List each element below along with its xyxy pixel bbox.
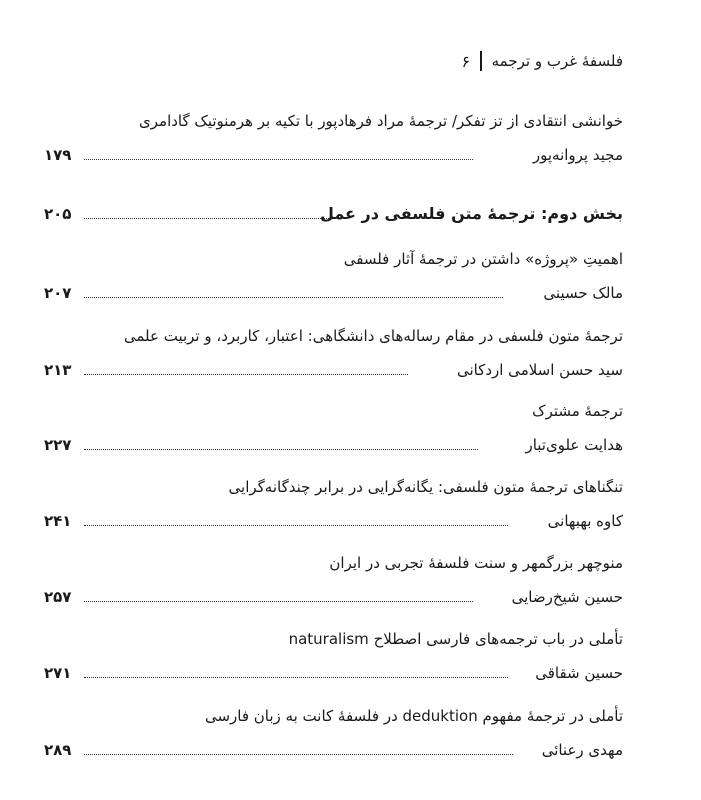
dot-leader — [84, 449, 478, 450]
toc-entry — [44, 400, 623, 458]
toc-entry — [44, 552, 623, 610]
entry-page-number: ۲۲۷ — [44, 436, 72, 454]
dot-leader — [84, 374, 408, 375]
entry-title: اهمیتِ «پروژه» داشتن در ترجمهٔ آثار فلسفی — [343, 250, 623, 268]
toc-entry — [44, 476, 623, 534]
toc-entry — [44, 628, 623, 686]
section-title: بخش دوم: ترجمهٔ متن فلسفی در عمل — [320, 204, 623, 223]
entry-author: مالک حسینی — [543, 284, 623, 302]
dot-leader — [84, 525, 508, 526]
entry-page-number: ۲۴۱ — [44, 512, 72, 530]
entry-page-number: ۲۱۳ — [44, 361, 72, 379]
entry-author: هدایت علوی‌تبار — [525, 436, 623, 454]
entry-page-number: ۲۵۷ — [44, 588, 72, 606]
dot-leader — [84, 677, 508, 678]
entry-page-number: ۱۷۹ — [44, 146, 72, 164]
entry-author: مهدی رعنائی — [541, 741, 623, 759]
toc-entry — [44, 248, 623, 306]
toc-entry — [44, 110, 623, 168]
toc-entry — [44, 325, 623, 383]
header-divider — [480, 51, 482, 71]
entry-title: تأملی در باب ترجمه‌های فارسی اصطلاح naturalism — [288, 630, 623, 648]
entry-page-number: ۲۷۱ — [44, 664, 72, 682]
dot-leader — [84, 297, 503, 298]
entry-page-number: ۲۸۹ — [44, 741, 72, 759]
toc-entry — [44, 705, 623, 763]
entry-title: تنگناهای ترجمهٔ متون فلسفی: یگانه‌گرایی در برابر چندگانه‌گرایی — [228, 478, 623, 496]
entry-author: حسین شیخ‌رضایی — [511, 588, 623, 606]
entry-author: سید حسن اسلامی اردکانی — [456, 361, 623, 379]
dot-leader — [84, 159, 473, 160]
entry-page-number: ۲۰۷ — [44, 284, 72, 302]
header-page-number: ۶ — [461, 51, 471, 71]
entry-title: ترجمهٔ مشترک — [532, 402, 623, 420]
dot-leader — [84, 601, 473, 602]
running-header — [462, 48, 623, 74]
entry-title: منوچهر بزرگمهر و سنت فلسفهٔ تجربی در ایران — [329, 554, 623, 572]
header-book-title: فلسفهٔ غرب و ترجمه — [491, 52, 623, 70]
entry-title: ترجمهٔ متون فلسفی در مقام رساله‌های دانشگاهی: اعتبار، کاربرد، و تربیت علمی — [123, 327, 623, 345]
dot-leader — [84, 754, 513, 755]
entry-title: خوانشی انتقادی از تز تفکر/ ترجمهٔ مراد فرهادپور با تکیه بر هرمنوتیک گادامری — [139, 112, 623, 130]
entry-title: تأملی در ترجمهٔ مفهوم deduktion در فلسفهٔ کانت به زبان فارسی — [204, 707, 623, 725]
entry-author: حسین شقاقی — [535, 664, 623, 682]
entry-author: کاوه بهبهانی — [547, 512, 623, 530]
entry-author: مجید پروانه‌پور — [532, 146, 623, 164]
dot-leader — [84, 218, 333, 219]
section-page-number: ۲۰۵ — [44, 205, 72, 223]
section-heading — [44, 203, 623, 227]
